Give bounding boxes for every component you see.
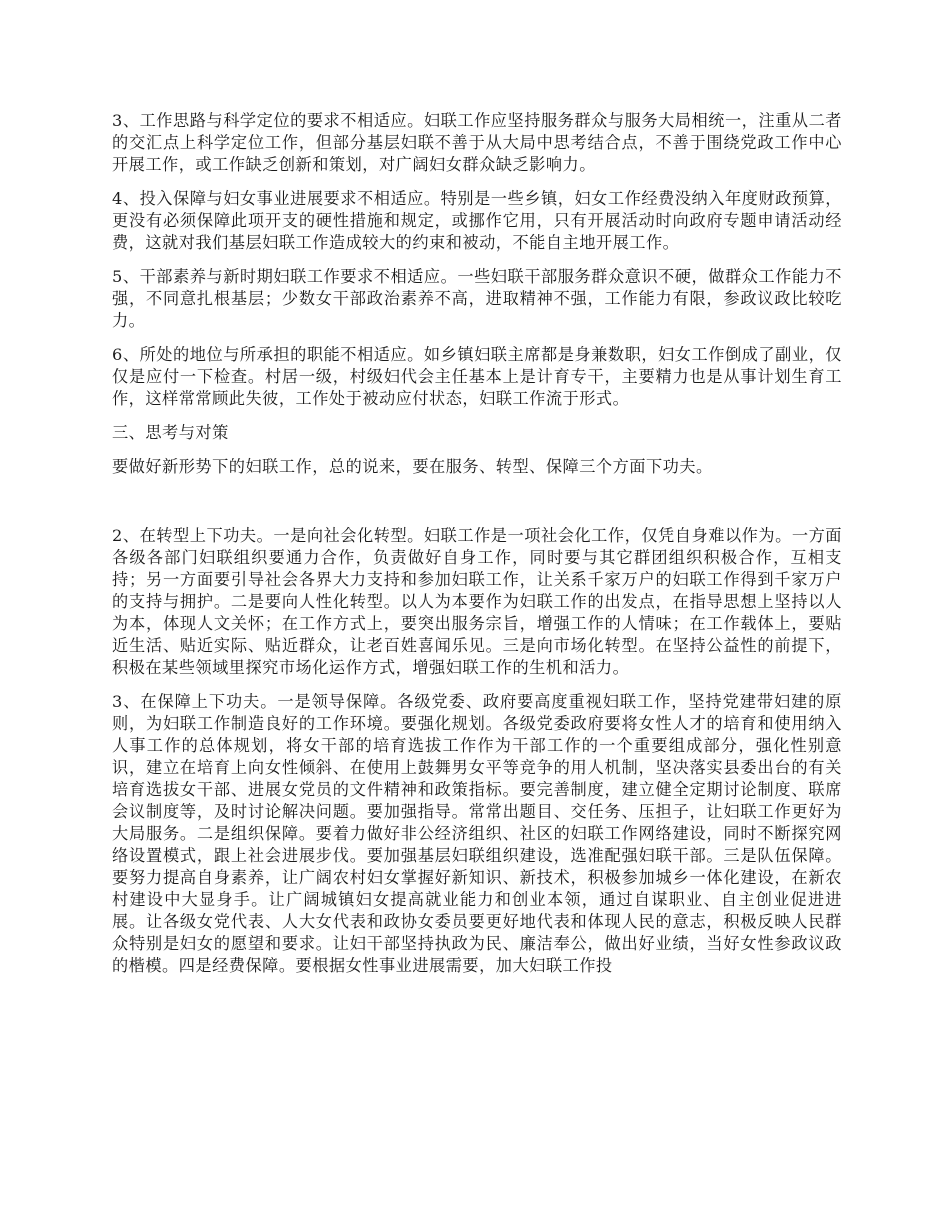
paragraph-point-2-transformation: 2、在转型上下功夫。一是向社会化转型。妇联工作是一项社会化工作，仅凭自身难以作为。一方面各级各部门妇联组织要通力合作，负责做好自身工作，同时要与其它群团组织积极合作，互相支持；另一方面要引导社会各界大力支持和参加妇联工作，让关系千家万户的妇联工作得到千家万户的支持与拥护。二是要向人性化转型。以人为本要作为妇联工作的出发点，在指导思想上坚持以人为本，体现人文关怀；在工作方式上，要突出服务宗旨，增强工作的人情味；在工作载体上，要贴近生活、贴近实际、贴近群众，让老百姓喜闻乐见。三是向市场化转型。在坚持公益性的前提下，积极在某些领域里探究市场化运作方式，增强妇联工作的生机和活力。 xyxy=(112,526,842,677)
paragraph-point-4-funding: 4、投入保障与妇女事业进展要求不相适应。特别是一些乡镇，妇女工作经费没纳入年度财政预算，更没有必须保障此项开支的硬性措施和规定，或挪作它用，只有开展活动时向政府专题申请活动经费，这就对我们基层妇联工作造成较大的约束和被动，不能自主地开展工作。 xyxy=(112,189,842,252)
document-page xyxy=(112,110,842,977)
paragraph-point-3-work-thinking: 3、工作思路与科学定位的要求不相适应。妇联工作应坚持服务群众与服务大局相统一，注重从二者的交汇点上科学定位工作，但部分基层妇联不善于从大局中思考结合点，不善于围绕党政工作中心开展工作，或工作缺乏创新和策划，对广阔妇女群众缺乏影响力。 xyxy=(112,111,842,174)
section-heading-thinking-countermeasures: 三、思考与对策 xyxy=(112,423,229,442)
paragraph-point-3-guarantee: 3、在保障上下功夫。一是领导保障。各级党委、政府要高度重视妇联工作，坚持党建带妇建的原则，为妇联工作制造良好的工作环境。要强化规划。各级党委政府要将女性人才的培育和使用纳入人事工作的总体规划，将女干部的培育选拔工作作为干部工作的一个重要组成部分，强化性别意识，建立在培育上向女性倾斜、在使用上鼓舞男女平等竞争的用人机制，坚决落实县委出台的有关培育选拔女干部、进展女党员的文件精神和政策指标。要完善制度，建立健全定期讨论制度、联席会议制度等，及时讨论解决问题。要加强指导。常常出题目、交任务、压担子，让妇联工作更好为大局服务。二是组织保障。要着力做好非公经济组织、社区的妇联工作网络建设，同时不断探究网络设置模式，跟上社会进展步伐。要加强基层妇联组织建设，选准配强妇联干部。三是队伍保障。要努力提高自身素养，让广阔农村妇女掌握好新知识、新技术，积极参加城乡一体化建设，在新农村建设中大显身手。让广阔城镇妇女提高就业能力和创业本领，通过自谋职业、自主创业促进进展。让各级女党代表、人大女代表和政协女委员要更好地代表和体现人民的意志，积极反映人民群众特别是妇女的愿望和要求。让妇干部坚持执政为民、廉洁奉公，做出好业绩，当好女性参政议政的楷模。四是经费保障。要根据女性事业进展需要，加大妇联工作投 xyxy=(112,692,842,975)
paragraph-point-5-cadre-quality: 5、干部素养与新时期妇联工作要求不相适应。一些妇联干部服务群众意识不硬，做群众工作能力不强，不同意扎根基层；少数女干部政治素养不高，进取精神不强，工作能力有限，参政议政比较吃力。 xyxy=(112,267,842,330)
paragraph-intro-three-aspects: 要做好新形势下的妇联工作，总的说来，要在服务、转型、保障三个方面下功夫。 xyxy=(112,457,713,476)
paragraph-point-6-status: 6、所处的地位与所承担的职能不相适应。如乡镇妇联主席都是身兼数职，妇女工作倒成了副业，仅仅是应付一下检查。村居一级，村级妇代会主任基本上是计育专干，主要精力也是从事计划生育工作，这样常常顾此失彼，工作处于被动应付状态，妇联工作流于形式。 xyxy=(112,345,842,408)
